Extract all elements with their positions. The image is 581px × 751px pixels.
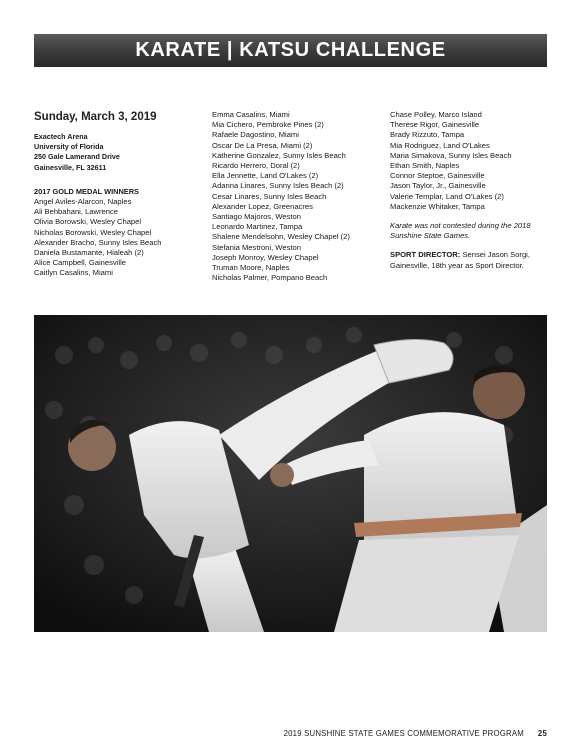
winner-entry: Shalene Mendelsohn, Wesley Chapel (2) xyxy=(212,232,350,242)
venue-block xyxy=(34,132,206,173)
venue-city: Gainesville, FL 32611 xyxy=(34,162,107,172)
winner-entry: Alexander Bracho, Sunny Isles Beach xyxy=(34,237,162,247)
winner-entry: Adanna Linares, Sunny Isles Beach (2) xyxy=(212,181,344,191)
winner-entry: Truman Moore, Naples xyxy=(212,263,290,273)
winner-entry: Nicholas Borowski, Wesley Chapel xyxy=(34,227,152,237)
venue-name: Exactech Arena xyxy=(34,132,88,141)
winner-entry: Ella Jennette, Land O'Lakes (2) xyxy=(212,171,319,181)
winners-heading: 2017 GOLD MEDAL WINNERS xyxy=(34,186,139,196)
winner-entry: Joseph Monroy, Wesley Chapel xyxy=(212,252,319,262)
sport-director-text: Sensei Jason Sorgi, Gainesville, 18th year as Sport Director. xyxy=(390,250,530,270)
winner-entry: Oscar De La Presa, Miami (2) xyxy=(212,140,313,150)
winner-entry: Therese Rigor, Gainesville xyxy=(390,120,480,130)
winner-entry: Valerie Templar, Land O'Lakes (2) xyxy=(390,191,504,201)
winner-entry: Olivia Borowski, Wesley Chapel xyxy=(34,217,142,227)
winner-entry: Angel Aviles-Alarcon, Naples xyxy=(34,197,132,207)
winner-entry: Ricardo Herrero, Doral (2) xyxy=(212,161,300,171)
winner-entry: Stefania Mestroni, Weston xyxy=(212,242,301,252)
winners-list-3 xyxy=(390,110,550,212)
karate-action-photo xyxy=(34,315,547,632)
winner-entry: Mackenzie Whitaker, Tampa xyxy=(390,201,485,211)
winner-entry: Mia Cichero, Pembroke Pines (2) xyxy=(212,120,324,130)
winners-list-1 xyxy=(34,197,206,279)
winner-entry: Chase Polley, Marco Island xyxy=(390,110,482,119)
winner-entry: Cesar Linares, Sunny Isles Beach xyxy=(212,191,327,201)
winner-entry: Caitlyn Casalins, Miami xyxy=(34,268,113,278)
program-name: 2019 SUNSHINE STATE GAMES COMMEMORATIVE PROGRAM xyxy=(283,729,524,738)
karate-photo-illustration xyxy=(34,315,547,632)
winner-entry: Alexander Lopez, Greenacres xyxy=(212,201,313,211)
info-column-2 xyxy=(212,110,384,283)
page-number: 25 xyxy=(537,729,547,738)
winner-entry: Jason Taylor, Jr., Gainesville xyxy=(390,181,486,191)
winner-entry: Santiago Majoros, Weston xyxy=(212,212,301,222)
winner-entry: Alice Campbell, Gainesville xyxy=(34,258,127,268)
winner-entry: Rafaele Dagostino, Miami xyxy=(212,130,299,140)
winner-entry: Mia Rodriguez, Land O'Lakes xyxy=(390,140,490,150)
sport-director-label: SPORT DIRECTOR: xyxy=(390,250,461,260)
winner-entry: Maria Simakova, Sunny Isles Beach xyxy=(390,150,512,160)
venue-street: 250 Gale Lamerand Drive xyxy=(34,152,120,162)
info-column-3 xyxy=(390,110,550,271)
sport-director xyxy=(390,250,550,270)
title-banner xyxy=(34,34,547,67)
winner-entry: Brady Rizzuto, Tampa xyxy=(390,130,465,140)
winner-entry: Daniela Bustamante, Hialeah (2) xyxy=(34,248,144,258)
winner-entry: Ali Behbahani, Lawrence xyxy=(34,207,119,217)
winner-entry: Emma Casalins, Miami xyxy=(212,110,290,119)
page-footer xyxy=(0,729,547,738)
winners-list-2 xyxy=(212,110,384,283)
winner-entry: Leonardo Martinez, Tampa xyxy=(212,222,303,232)
page-title: KARATE | KATSU CHALLENGE xyxy=(135,39,446,61)
contest-note: Karate was not contested during the 2018 Sunshine State Games. xyxy=(390,221,531,241)
winner-entry: Katherine Gonzalez, Sunny Isles Beach xyxy=(212,150,346,160)
winner-entry: Nicholas Palmer, Pompano Beach xyxy=(212,273,328,283)
winner-entry: Ethan Smith, Naples xyxy=(390,161,460,171)
info-column-1 xyxy=(34,110,206,279)
venue-institution: University of Florida xyxy=(34,142,104,152)
event-date: Sunday, March 3, 2019 xyxy=(34,111,157,123)
winner-entry: Connor Steptoe, Gainesville xyxy=(390,171,485,181)
